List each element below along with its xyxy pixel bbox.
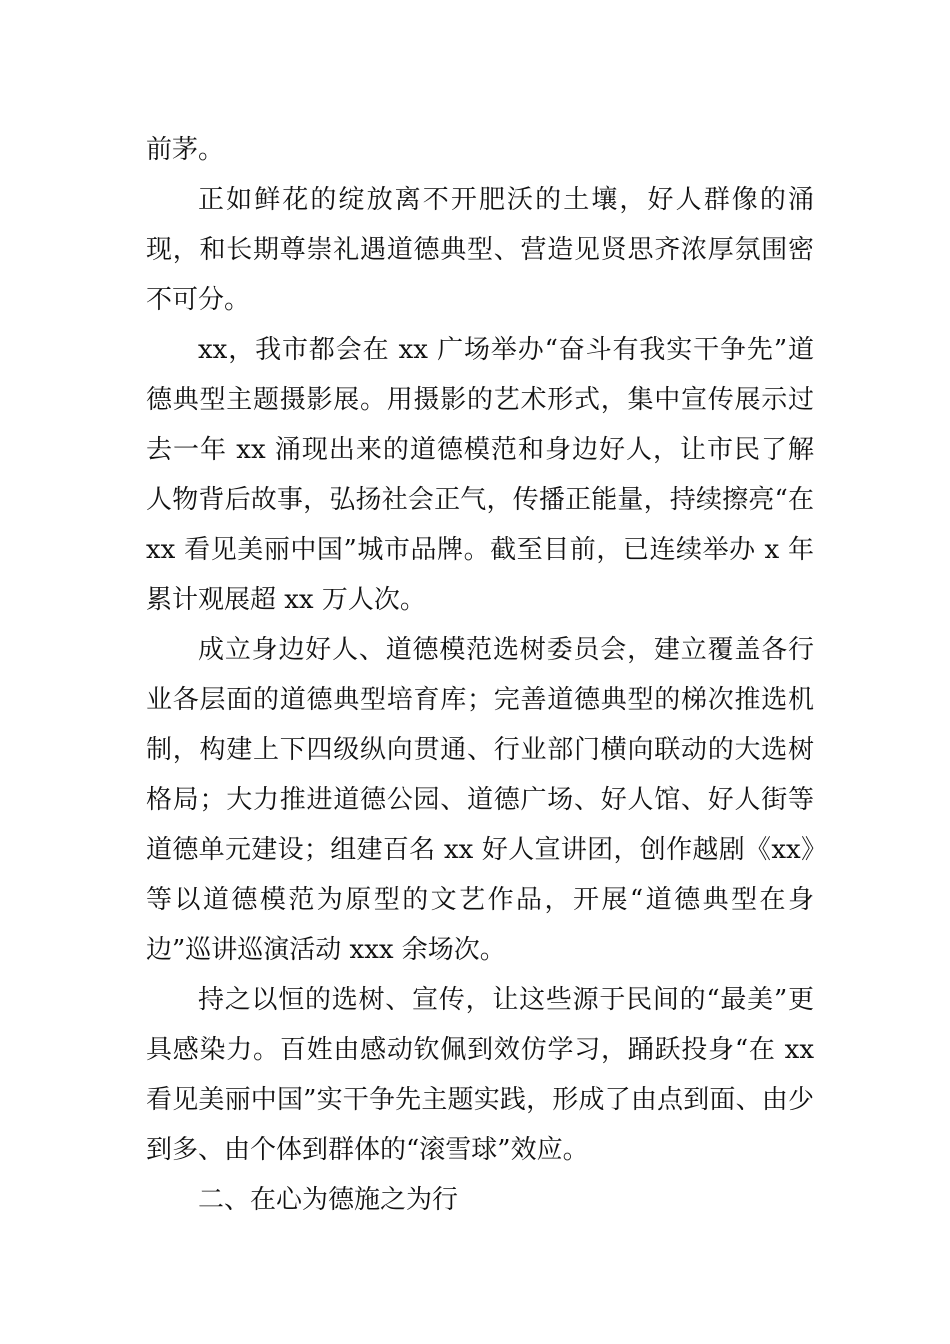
paragraph: xx，我市都会在 xx 广场举办“奋斗有我实干争先”道德典型主题摄影展。用摄影的艺术形式，集中宣传展示过去一年 xx 涌现出来的道德模范和身边好人，让市民了解人物背后故事，弘扬社会正气，传播正能量，持续擦亮“在 xx 看见美丽中国”城市品牌。截至目前，已连续举办 x 年累计观展超 xx 万人次。 <box>146 335 814 615</box>
paragraph: 成立身边好人、道德模范选树委员会，建立覆盖各行业各层面的道德典型培育库；完善道德典型的梯次推选机制，构建上下四级纵向贯通、行业部门横向联动的大选树格局；大力推进道德公园、道德广场、好人馆、好人街等道德单元建设；组建百名 xx 好人宣讲团，创作越剧《xx》等以道德模范为原型的文艺作品，开展“道德典型在身边”巡讲巡演活动 xxx 余场次。 <box>146 635 814 965</box>
paragraph: 正如鲜花的绽放离不开肥沃的土壤，好人群像的涌现，和长期尊崇礼遇道德典型、营造见贤思齐浓厚氛围密不可分。 <box>146 185 814 315</box>
paragraph-continuation: 前茅。 <box>146 135 225 165</box>
section-heading: 二、在心为德施之为行 <box>198 1185 459 1215</box>
paragraph: 持之以恒的选树、宣传，让这些源于民间的“最美”更具感染力。百姓由感动钦佩到效仿学习，踊跃投身“在 xx 看见美丽中国”实干争先主题实践，形成了由点到面、由少到多、由个体到群体的“滚雪球”效应。 <box>146 985 814 1165</box>
document-body <box>146 125 814 1225</box>
